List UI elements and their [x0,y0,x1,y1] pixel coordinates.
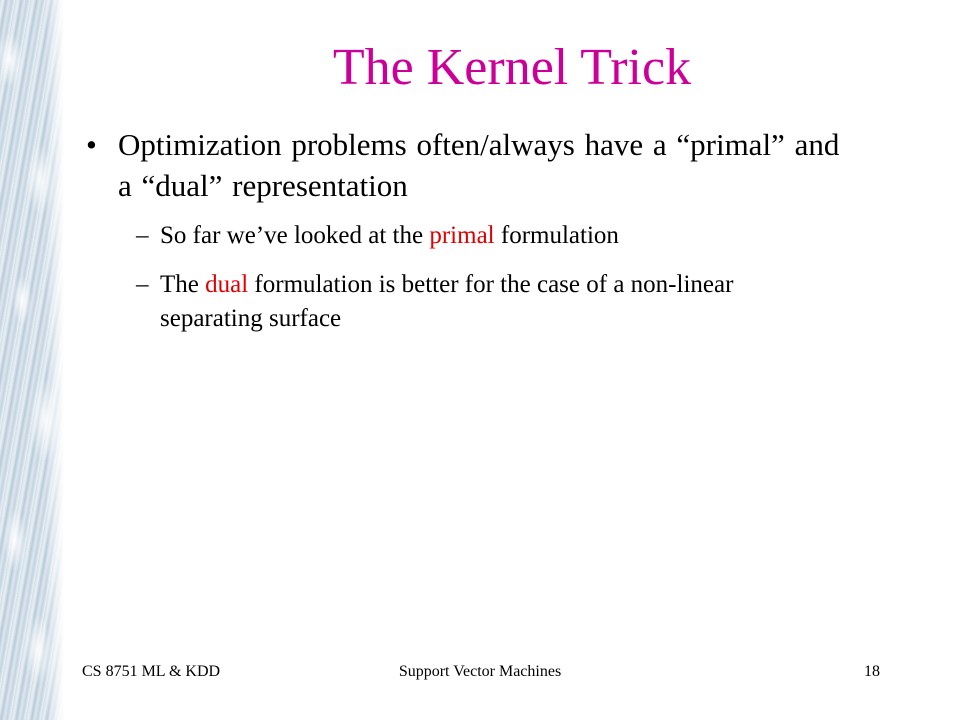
main-bullet-text: Optimization problems often/always have a “primal” and a “dual” representation [118,127,840,203]
main-bullet [86,124,846,206]
footer-page-number: 18 [864,663,880,680]
footer-topic: Support Vector Machines [398,663,562,680]
bullet-marker: • [86,127,97,162]
left-background-texture [0,0,64,720]
sub-bullet-marker: – [136,222,149,249]
sub-bullet-marker: – [136,271,149,298]
sub-bullet-text: The dual formulation is better for the case of a non-linear separating surface [160,271,734,332]
highlight-dual: dual [205,271,249,298]
footer-course: CS 8751 ML & KDD [82,663,221,680]
sub-bullet-primal [136,219,836,253]
highlight-primal: primal [429,222,495,249]
sub-bullet-dual [136,268,836,336]
slide-title: The Kernel Trick [332,39,692,96]
sub-bullet-text: So far we’ve looked at the primal formulation [160,222,619,249]
